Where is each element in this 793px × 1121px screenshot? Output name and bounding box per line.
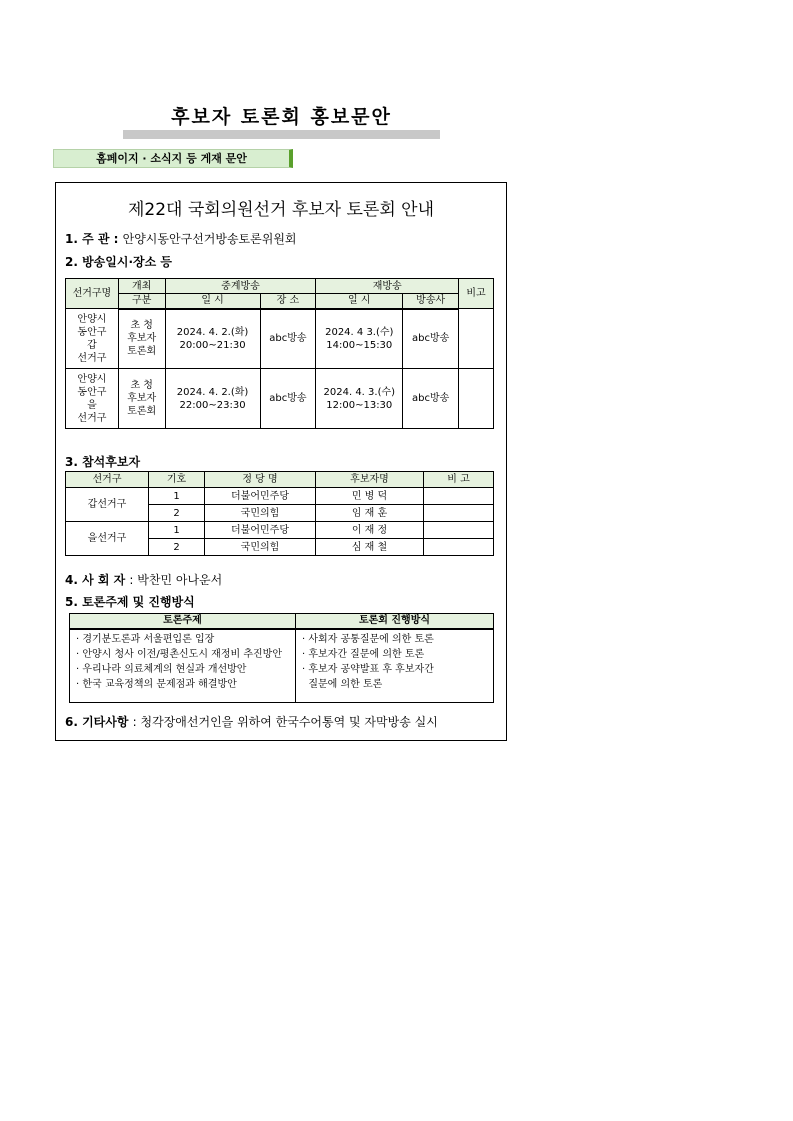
topics-table: [69, 613, 494, 703]
section-host: [65, 230, 297, 247]
th-note: 비 고: [424, 472, 494, 488]
list-item: 질문에 의한 토론: [302, 678, 383, 690]
th-number: 기호: [149, 472, 205, 488]
th-rebroadcast: 재방송: [316, 279, 459, 294]
table-row: [66, 309, 494, 369]
th-district: 선거구명: [66, 279, 119, 309]
note-cell: [459, 309, 494, 369]
district-cell: 안양시 동안구 을 선거구: [66, 369, 119, 429]
candidate-cell: 이 재 정: [316, 522, 424, 539]
moderator-value: : 박찬민 아나운서: [129, 573, 223, 587]
th-station: 방송사: [403, 294, 459, 309]
candidate-cell: 민 병 덕: [316, 488, 424, 505]
station-cell: abc방송: [403, 369, 459, 429]
type-cell: 초 청 후보자 토론회: [118, 309, 165, 369]
station-cell: abc방송: [403, 309, 459, 369]
th-method: 토론회 진행방식: [296, 614, 494, 629]
party-cell: 국민의힘: [205, 505, 316, 522]
number-cell: 2: [149, 539, 205, 556]
notice-box: [55, 182, 507, 741]
candidate-cell: 심 재 철: [316, 539, 424, 556]
list-item: · 우리나라 의료체계의 현실과 개선방안: [76, 663, 247, 675]
section-topics-heading: 5. 토론주제 및 진행방식: [65, 595, 195, 609]
rebroadcast-datetime-cell: 2024. 4. 3.(수) 12:00~13:30: [316, 369, 403, 429]
other-label: 6. 기타사항: [65, 715, 129, 729]
note-cell: [424, 488, 494, 505]
th-datetime: 일 시: [165, 294, 260, 309]
section-candidates-heading: 3. 참석후보자: [65, 455, 141, 469]
number-cell: 1: [149, 488, 205, 505]
district-cell: 안양시 동안구 갑 선거구: [66, 309, 119, 369]
notice-heading: 제22대 국회의원선거 후보자 토론회 안내: [128, 200, 434, 220]
document-title: 후보자 토론회 홍보문안: [171, 106, 392, 128]
broadcast-table: [65, 278, 494, 429]
th-relay: 중계방송: [165, 279, 316, 294]
list-item: · 후보자 공약발표 후 후보자간: [302, 663, 434, 675]
host-label: 1. 주 관 :: [65, 232, 119, 246]
th-topic: 토론주제: [70, 614, 296, 629]
district-cell: 갑선거구: [66, 488, 149, 522]
party-cell: 국민의힘: [205, 539, 316, 556]
rebroadcast-datetime-cell: 2024. 4 3.(수) 14:00~15:30: [316, 309, 403, 369]
place-cell: abc방송: [260, 369, 316, 429]
th-note: 비고: [459, 279, 494, 309]
topic-list: [70, 629, 296, 703]
note-cell: [424, 505, 494, 522]
list-item: · 한국 교육정책의 문제점과 해결방안: [76, 678, 237, 690]
title-underline: [123, 130, 440, 139]
note-cell: [424, 539, 494, 556]
list-item: · 경기분도론과 서울편입론 입장: [76, 633, 215, 645]
th-candidate: 후보자명: [316, 472, 424, 488]
host-value: 안양시동안구선거방송토론위원회: [122, 232, 297, 246]
list-item: · 사회자 공통질문에 의한 토론: [302, 633, 434, 645]
party-cell: 더불어민주당: [205, 522, 316, 539]
relay-datetime-cell: 2024. 4. 2.(화) 20:00~21:30: [165, 309, 260, 369]
section-moderator: [65, 571, 222, 588]
list-item: · 안양시 청사 이전/평촌신도시 재정비 추진방안: [76, 648, 282, 660]
note-cell: [424, 522, 494, 539]
moderator-label: 4. 사 회 자: [65, 573, 126, 587]
number-cell: 2: [149, 505, 205, 522]
party-cell: 더불어민주당: [205, 488, 316, 505]
candidate-cell: 임 재 훈: [316, 505, 424, 522]
number-cell: 1: [149, 522, 205, 539]
relay-datetime-cell: 2024. 4. 2.(화) 22:00~23:30: [165, 369, 260, 429]
list-item: · 후보자간 질문에 의한 토론: [302, 648, 425, 660]
section-other: [65, 713, 438, 730]
table-row: [66, 522, 494, 539]
th-type-top: 개최: [118, 279, 165, 294]
th-type-bottom: 구분: [118, 294, 165, 309]
th-district: 선거구: [66, 472, 149, 488]
place-cell: abc방송: [260, 309, 316, 369]
th-place: 장 소: [260, 294, 316, 309]
method-list: [296, 629, 494, 703]
type-cell: 초 청 후보자 토론회: [118, 369, 165, 429]
district-cell: 을선거구: [66, 522, 149, 556]
other-value: : 청각장애선거인을 위하여 한국수어통역 및 자막방송 실시: [132, 715, 438, 729]
table-row: [66, 369, 494, 429]
th-datetime2: 일 시: [316, 294, 403, 309]
note-cell: [459, 369, 494, 429]
section-broadcast-heading: 2. 방송일시·장소 등: [65, 255, 172, 269]
th-party: 정 당 명: [205, 472, 316, 488]
section-tag: 홈페이지 · 소식지 등 게재 문안: [53, 149, 293, 168]
table-row: [66, 488, 494, 505]
candidates-table: [65, 471, 494, 556]
